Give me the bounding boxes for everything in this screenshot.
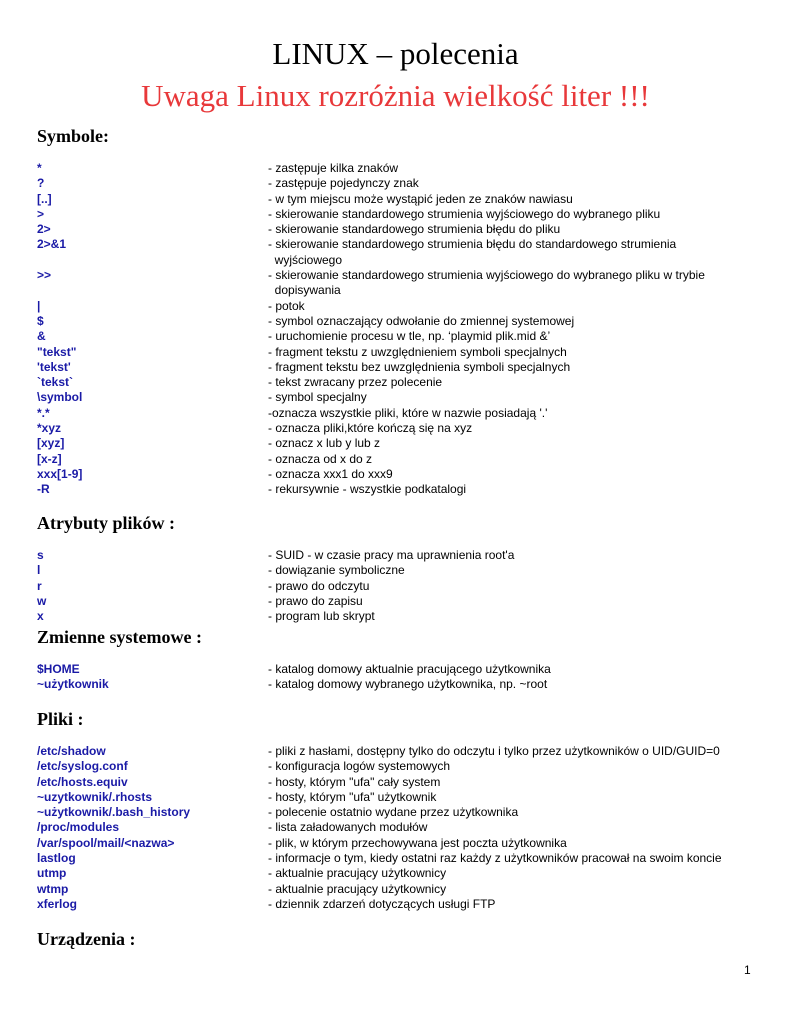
symbol-key: /var/spool/mail/<nazwa> xyxy=(37,835,175,850)
table-row xyxy=(0,390,791,405)
table-row xyxy=(0,314,791,329)
symbol-description: - dowiązanie symboliczne xyxy=(268,563,405,578)
symbol-key: xxx[1-9] xyxy=(37,466,83,481)
symbol-key: utmp xyxy=(37,866,67,881)
symbol-key: [x-z] xyxy=(37,451,62,466)
table-row xyxy=(0,192,791,207)
symbol-key: /proc/modules xyxy=(37,820,120,835)
table-row xyxy=(0,237,791,268)
symbol-description: - uruchomienie procesu w tle, np. ‘playmid plik.mid &’ xyxy=(268,329,551,344)
symbol-key: wtmp xyxy=(37,881,69,896)
symbol-description: - potok xyxy=(268,298,305,313)
symbol-key: >> xyxy=(37,268,52,283)
symbol-description: - informacje o tym, kiedy ostatni raz każdy z użytkowników pracował na swoim koncie xyxy=(268,851,722,866)
zmienne-list xyxy=(0,662,791,693)
atrybuty-list xyxy=(0,548,791,624)
table-row xyxy=(0,805,791,820)
table-row xyxy=(0,375,791,390)
symbol-description: - program lub skrypt xyxy=(268,609,375,624)
symbol-key: 2> xyxy=(37,222,51,237)
symbol-key: *xyz xyxy=(37,421,62,436)
symbol-description: - symbol specjalny xyxy=(268,390,367,405)
symbol-description: - tekst zwracany przez polecenie xyxy=(268,375,443,390)
symbol-description: - SUID - w czasie pracy ma uprawnienia root'a xyxy=(268,548,515,562)
symbol-key: /etc/hosts.equiv xyxy=(37,774,128,789)
table-row xyxy=(0,744,791,759)
symbol-key: 'tekst' xyxy=(37,359,71,374)
symbol-description: - prawo do odczytu xyxy=(268,578,370,593)
symbol-key: s xyxy=(37,548,44,562)
symbol-description: - katalog domowy aktualnie pracującego użytkownika xyxy=(268,662,551,676)
symbol-key: ~użytkownik xyxy=(37,677,109,692)
symbol-key: /etc/shadow xyxy=(37,744,106,758)
symbol-description: - skierowanie standardowego strumienia błędu do pliku xyxy=(268,222,561,237)
symbol-description: - lista załadowanych modułów xyxy=(268,820,428,835)
symbol-key: \symbol xyxy=(37,390,83,405)
table-row xyxy=(0,609,791,624)
section-heading-symbole: Symbole: xyxy=(37,126,109,146)
table-row xyxy=(0,563,791,578)
symbol-description: - hosty, którym "ufa" cały system xyxy=(268,774,441,789)
table-row xyxy=(0,161,791,176)
table-row xyxy=(0,406,791,421)
symbole-list xyxy=(0,161,791,498)
page-number: 1 xyxy=(744,963,751,977)
table-row xyxy=(0,207,791,222)
symbol-description: - zastępuje pojedynczy znak xyxy=(268,176,419,191)
table-row xyxy=(0,421,791,436)
table-row xyxy=(0,329,791,344)
table-row xyxy=(0,268,791,299)
table-row xyxy=(0,662,791,677)
table-row xyxy=(0,836,791,851)
symbol-key: l xyxy=(37,563,41,578)
table-row xyxy=(0,790,791,805)
symbol-description: -oznacza wszystkie pliki, które w nazwie posiadają '.' xyxy=(268,405,548,420)
symbol-key: $HOME xyxy=(37,662,80,676)
symbol-description: - rekursywnie - wszystkie podkatalogi xyxy=(268,482,467,497)
page-title: LINUX – polecenia xyxy=(272,36,519,71)
symbol-description: - fragment tekstu z uwzględnieniem symboli specjalnych xyxy=(268,344,567,359)
symbol-key: *.* xyxy=(37,405,50,420)
symbol-description: - polecenie ostatnio wydane przez użytkownika xyxy=(268,805,519,820)
symbol-description: - konfiguracja logów systemowych xyxy=(268,759,451,774)
table-row xyxy=(0,677,791,692)
table-row xyxy=(0,548,791,563)
symbol-key: [xyz] xyxy=(37,436,65,451)
symbol-description: - symbol oznaczający odwołanie do zmiennej systemowej xyxy=(268,313,575,328)
symbol-key: & xyxy=(37,329,46,344)
symbol-description: - pliki z hasłami, dostępny tylko do odczytu i tylko przez użytkowników o UID/GUID=0 xyxy=(268,744,720,758)
symbol-key: 2>&1 xyxy=(37,237,67,252)
table-row xyxy=(0,299,791,314)
symbol-key: lastlog xyxy=(37,851,76,866)
symbol-key: ? xyxy=(37,176,45,191)
symbol-description: - w tym miejscu może wystąpić jeden ze znaków nawiasu xyxy=(268,191,573,206)
table-row xyxy=(0,345,791,360)
symbol-key: * xyxy=(37,161,42,175)
table-row xyxy=(0,897,791,912)
symbol-key: xferlog xyxy=(37,896,78,911)
table-row xyxy=(0,452,791,467)
symbol-description: - prawo do zapisu xyxy=(268,593,363,608)
symbol-description: - oznacz x lub y lub z xyxy=(268,436,381,451)
table-row xyxy=(0,594,791,609)
symbol-key: [..] xyxy=(37,191,52,206)
section-heading-zmienne: Zmienne systemowe : xyxy=(37,627,202,647)
symbol-description: - oznacza od x do z xyxy=(268,451,373,466)
symbol-key: > xyxy=(37,206,45,221)
table-row xyxy=(0,759,791,774)
symbol-description: - fragment tekstu bez uwzględnienia symboli specjalnych xyxy=(268,359,571,374)
symbol-key: x xyxy=(37,609,44,624)
symbol-description: - zastępuje kilka znaków xyxy=(268,161,399,175)
symbol-key: w xyxy=(37,593,47,608)
symbol-key: ~uzytkownik/.rhosts xyxy=(37,789,153,804)
case-sensitivity-warning: Uwaga Linux rozróżnia wielkość liter !!! xyxy=(141,78,650,113)
symbol-description: - oznacza pliki,które kończą się na xyz xyxy=(268,421,473,436)
symbol-description: - dziennik zdarzeń dotyczących usługi FTP xyxy=(268,896,496,911)
table-row xyxy=(0,467,791,482)
table-row xyxy=(0,579,791,594)
symbol-key: "tekst" xyxy=(37,344,77,359)
symbol-description: - hosty, którym "ufa" użytkownik xyxy=(268,789,437,804)
symbol-description: - plik, w którym przechowywana jest poczta użytkownika xyxy=(268,835,567,850)
table-row xyxy=(0,222,791,237)
symbol-key: /etc/syslog.conf xyxy=(37,759,128,774)
table-row xyxy=(0,436,791,451)
symbol-key: -R xyxy=(37,482,50,497)
symbol-key: $ xyxy=(37,313,44,328)
table-row xyxy=(0,360,791,375)
table-row xyxy=(0,851,791,866)
symbol-description: - katalog domowy wybranego użytkownika, np. ~root xyxy=(268,677,548,692)
table-row xyxy=(0,775,791,790)
symbol-description: - skierowanie standardowego strumienia błędu do standardowego strumienia wyjściowego xyxy=(268,237,677,267)
symbol-key: r xyxy=(37,578,42,593)
symbol-key: ~użytkownik/.bash_history xyxy=(37,805,191,820)
section-heading-urzadzenia: Urządzenia : xyxy=(37,929,136,949)
symbol-description: - skierowanie standardowego strumienia wyjściowego do wybranego pliku xyxy=(268,206,661,221)
table-row xyxy=(0,482,791,497)
section-heading-pliki: Pliki : xyxy=(37,709,84,729)
table-row xyxy=(0,820,791,835)
symbol-key: `tekst` xyxy=(37,375,74,390)
symbol-description: - aktualnie pracujący użytkownicy xyxy=(268,881,447,896)
symbol-description: - skierowanie standardowego strumienia wyjściowego do wybranego pliku w trybie dopisywania xyxy=(268,268,705,298)
table-row xyxy=(0,882,791,897)
symbol-key: | xyxy=(37,298,41,313)
table-row xyxy=(0,866,791,881)
pliki-list xyxy=(0,744,791,912)
symbol-description: - oznacza xxx1 do xxx9 xyxy=(268,466,393,481)
table-row xyxy=(0,176,791,191)
symbol-description: - aktualnie pracujący użytkownicy xyxy=(268,866,447,881)
section-heading-atrybuty: Atrybuty plików : xyxy=(37,513,176,533)
